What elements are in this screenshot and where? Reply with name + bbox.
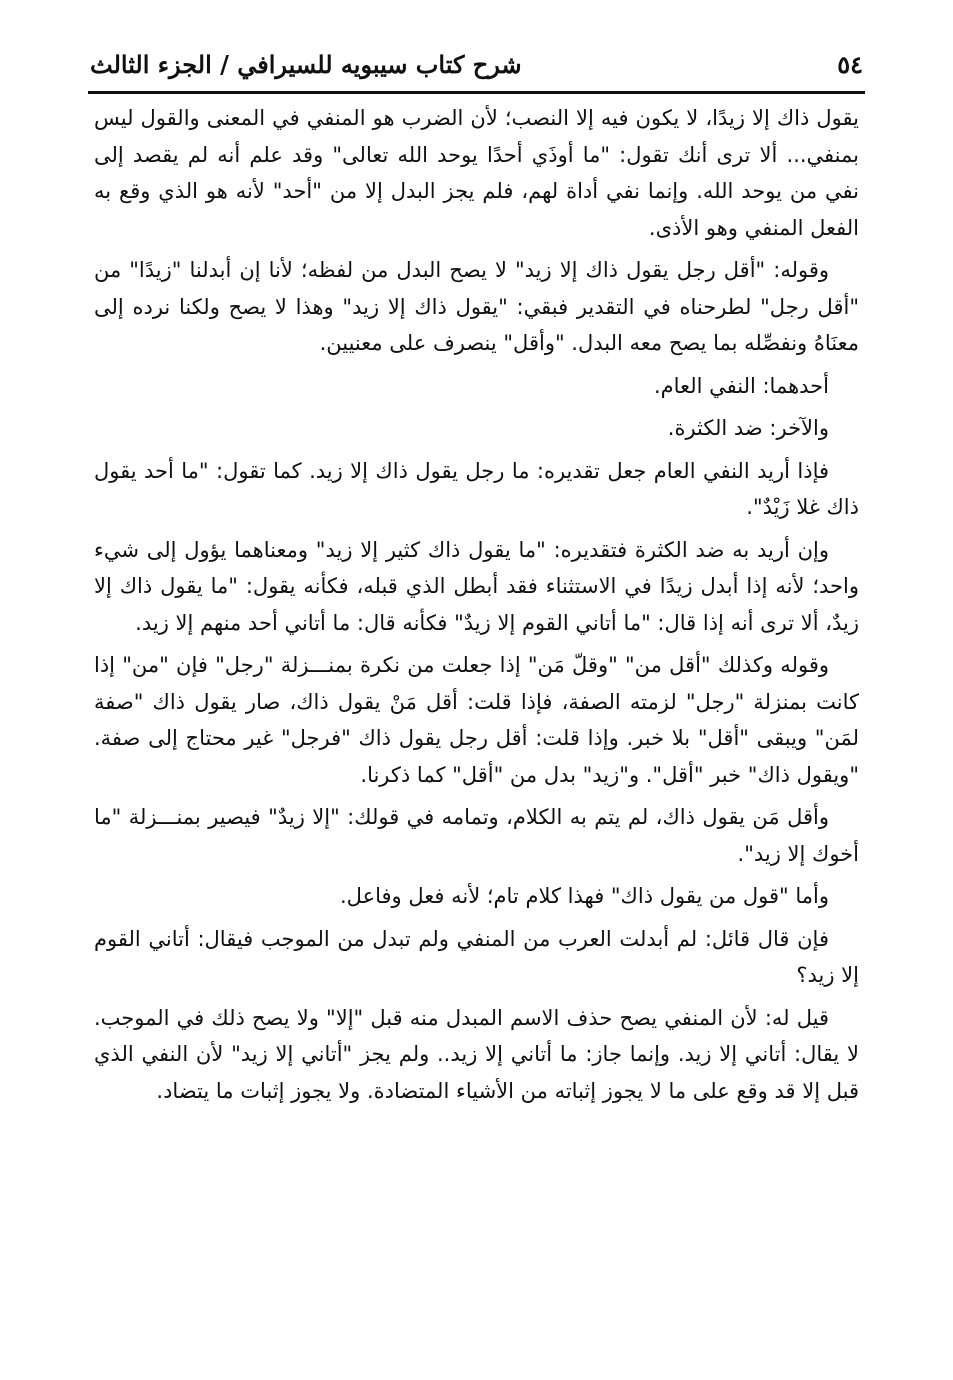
paragraph: وإن أريد به ضد الكثرة فتقديره: "ما يقول ذاك كثير إلا زيد" ومعناهما يؤول إلى شيء واحد؛ لأنه إذا أبدل زيدًا في الاستثناء فقد أبطل الذي قبله، فكأنه يقول: "ما يقول ذاك إلا زيدٌ، ألا ترى أنه إذا قال: "ما أتاني القوم إلا زيدٌ" فكأنه قال: ما أتاني أحد منهم إلا زيد. — [94, 537, 859, 635]
page-number: ٥٤ — [837, 50, 863, 79]
paragraph: قيل له: لأن المنفي يصح حذف الاسم المبدل منه قبل "إلا" ولا يصح ذلك في الموجب. لا يقال: أتاني إلا زيد. وإنما جاز: ما أتاني إلا زيد.. ولم يجز "أتاني إلا زيد" لأن النفي الذي قبل إلا قد وقع على ما لا يجوز إثباته من الأشياء المتضادة. ولا يجوز إثبات ما يتضاد. — [94, 1005, 859, 1103]
paragraph: فإن قال قائل: لم أبدلت العرب من المنفي ولم تبدل من الموجب فيقال: أتاني القوم إلا زيد؟ — [94, 926, 859, 987]
paragraph: وقوله: "أقل رجل يقول ذاك إلا زيد" لا يصح البدل من لفظه؛ لأنا إن أبدلنا "زيدًا" من "أقل رجل" لطرحناه في التقدير فبقي: "يقول ذاك إلا زيد" وهذا لا يصح ولكنا نرده إلى معنَاهُ ونفصِّله بما يصح معه البدل. "وأقل" ينصرف على معنيين. — [94, 258, 859, 355]
paragraph: وأما "قول من يقول ذاك" فهذا كلام تام؛ لأنه فعل وفاعل. — [339, 884, 829, 908]
header-rule — [88, 91, 865, 94]
paragraph: أحدهما: النفي العام. — [653, 373, 829, 398]
paragraph: وأقل مَن يقول ذاك، لم يتم به الكلام، وتمامه في قولك: "إلا زيدٌ" فيصير بمنـــزلة "ما أخوك إلا زيد". — [94, 805, 859, 866]
paragraph: فإذا أريد النفي العام جعل تقديره: ما رجل يقول ذاك إلا زيد. كما تقول: "ما أحد يقول ذاك غلا زَيْدٌ". — [94, 458, 859, 519]
paragraph: والآخر: ضد الكثرة. — [667, 416, 829, 440]
paragraph: يقول ذاك إلا زيدًا، لا يكون فيه إلا النصب؛ لأن الضرب هو المنفي في المعنى والقول ليس بمنفي... ألا ترى أنك تقول: "ما أوذَي أحدًا يوحد الله تعالى" وقد علم أنه لم يقصد إلى نفي من يوحد الله. وإنما نفي أداة لهم، فلم يجز البدل إلا من "أحد" لأنه هو الذي وقع به الفعل المنفي وهو الأذى. — [94, 106, 859, 240]
body-text — [94, 100, 859, 1115]
running-title: شرح كتاب سيبويه للسيرافي / الجزء الثالث — [90, 50, 522, 79]
paragraph: وقوله وكذلك "أقل من" "وقلّ مَن" إذا جعلت من نكرة بمنـــزلة "رجل" فإن "من" إذا كانت بمنزلة "رجل" لزمته الصفة، فإذا قلت: أقل مَنْ يقول ذاك، صار يقول ذاك "صفة لمَن" ويبقى "أقل" بلا خبر. وإذا قلت: أقل رجل يقول ذاك "فرجل" غير محتاج إلى صفة. "ويقول ذاك" خبر "أقل". و"زيد" بدل من "أقل" كما ذكرنا. — [94, 653, 859, 787]
running-header — [90, 40, 863, 90]
